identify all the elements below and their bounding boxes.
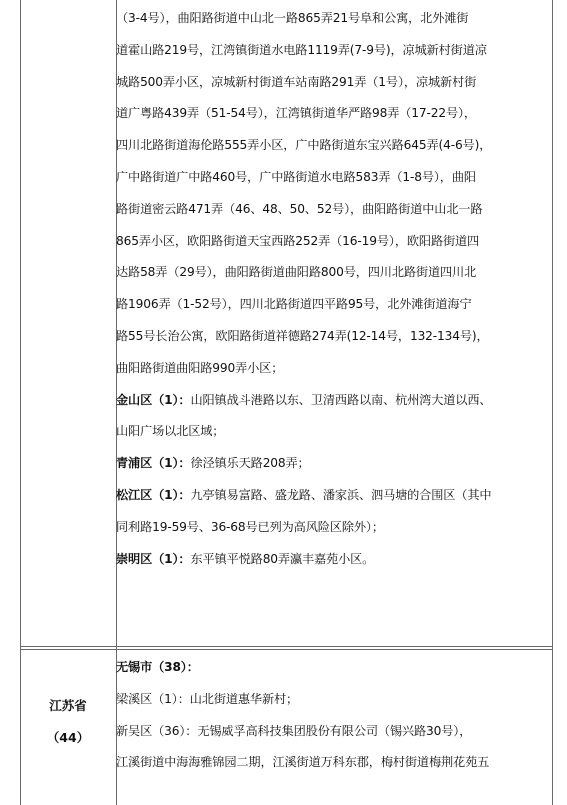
- jinshan-entry: [116, 385, 547, 417]
- table-left-border: [20, 0, 21, 805]
- risk-area-table: [20, 0, 553, 805]
- area-text-line: 山阳广场以北区域；: [116, 424, 225, 439]
- district-label-chongming: 崇明区（1）：: [116, 551, 191, 566]
- district-label-qingpu: 青浦区（1）：: [116, 456, 191, 471]
- jiangsu-areas-cell: [116, 652, 547, 779]
- area-text-line: 865弄小区，欧阳路街道天宝西路252弄（16-19号），欧阳路街道四: [116, 233, 480, 248]
- district-label-jinshan: 金山区（1）：: [116, 392, 191, 407]
- area-text-line: 路1906弄（1-52号），四川北路街道四平路95号，北外滩街道海宁: [116, 297, 472, 312]
- shanghai-areas-cell: [116, 3, 547, 575]
- row-divider: [20, 646, 553, 650]
- city-heading-wuxi: 无锡市（38）：: [116, 660, 199, 674]
- area-text-line: 道霍山路219号，江湾镇街道水电路1119弄(7-9号)，凉城新村街道凉: [116, 42, 487, 57]
- district-label-songjiang: 松江区（1）：: [116, 487, 191, 502]
- province-name: 江苏省: [49, 698, 87, 713]
- area-text-line: 路街道密云路471弄（46、48、50、52号），曲阳路街道中山北一路: [116, 201, 483, 216]
- area-text-line: 城路500弄小区，凉城新村街道车站南路291弄（1号），凉城新村街: [116, 74, 477, 89]
- liangxi-entry: 梁溪区（1）：山北街道惠华新村；: [116, 691, 299, 706]
- xinwu-entry: 新吴区（36）：无锡威孚高科技集团股份有限公司（锡兴路30号），: [116, 723, 472, 738]
- province-count: （44）: [46, 730, 90, 745]
- chongming-entry: [116, 544, 547, 576]
- songjiang-text: 九亭镇易富路、盛龙路、潘家浜、泗马塘的合围区（其中: [190, 487, 492, 502]
- table-right-border: [552, 0, 553, 805]
- area-text-line: 四川北路街道海伦路555弄小区，广中路街道东宝兴路645弄(4-6号)，: [116, 138, 492, 153]
- songjiang-entry: [116, 480, 547, 512]
- qingpu-entry: [116, 448, 547, 480]
- area-text-line: 同利路19-59号、36-68号已列为高风险区除外）；: [116, 519, 384, 534]
- area-text-line: 江溪街道中海海雅锦园二期，江溪街道万科东郡，梅村街道梅荆花苑五: [116, 755, 490, 770]
- jinshan-text: 山阳镇战斗港路以东、卫清西路以南、杭州湾大道以西、: [190, 392, 492, 407]
- area-text-line: 路55号长治公寓，欧阳路街道祥德路274弄(12-14号，132-134号)，: [116, 328, 489, 343]
- area-text-line: 广中路街道广中路460号，广中路街道水电路583弄（1-8号），曲阳: [116, 169, 476, 184]
- chongming-text: 东平镇平悦路80弄瀛丰嘉苑小区。: [190, 551, 375, 566]
- area-text-line: 曲阳路街道曲阳路990弄小区；: [116, 360, 284, 375]
- area-text-line: 道广粤路439弄（51-54号），江湾镇街道华严路98弄（17-22号），: [116, 106, 476, 121]
- qingpu-text: 徐泾镇乐天路208弄；: [190, 456, 310, 471]
- area-text-line: （3-4号），曲阳路街道中山北一路865弄21号阜和公寓，北外滩街: [116, 11, 469, 25]
- area-text-line: 达路58弄（29号），曲阳路街道曲阳路800号，四川北路街道四川北: [116, 265, 477, 280]
